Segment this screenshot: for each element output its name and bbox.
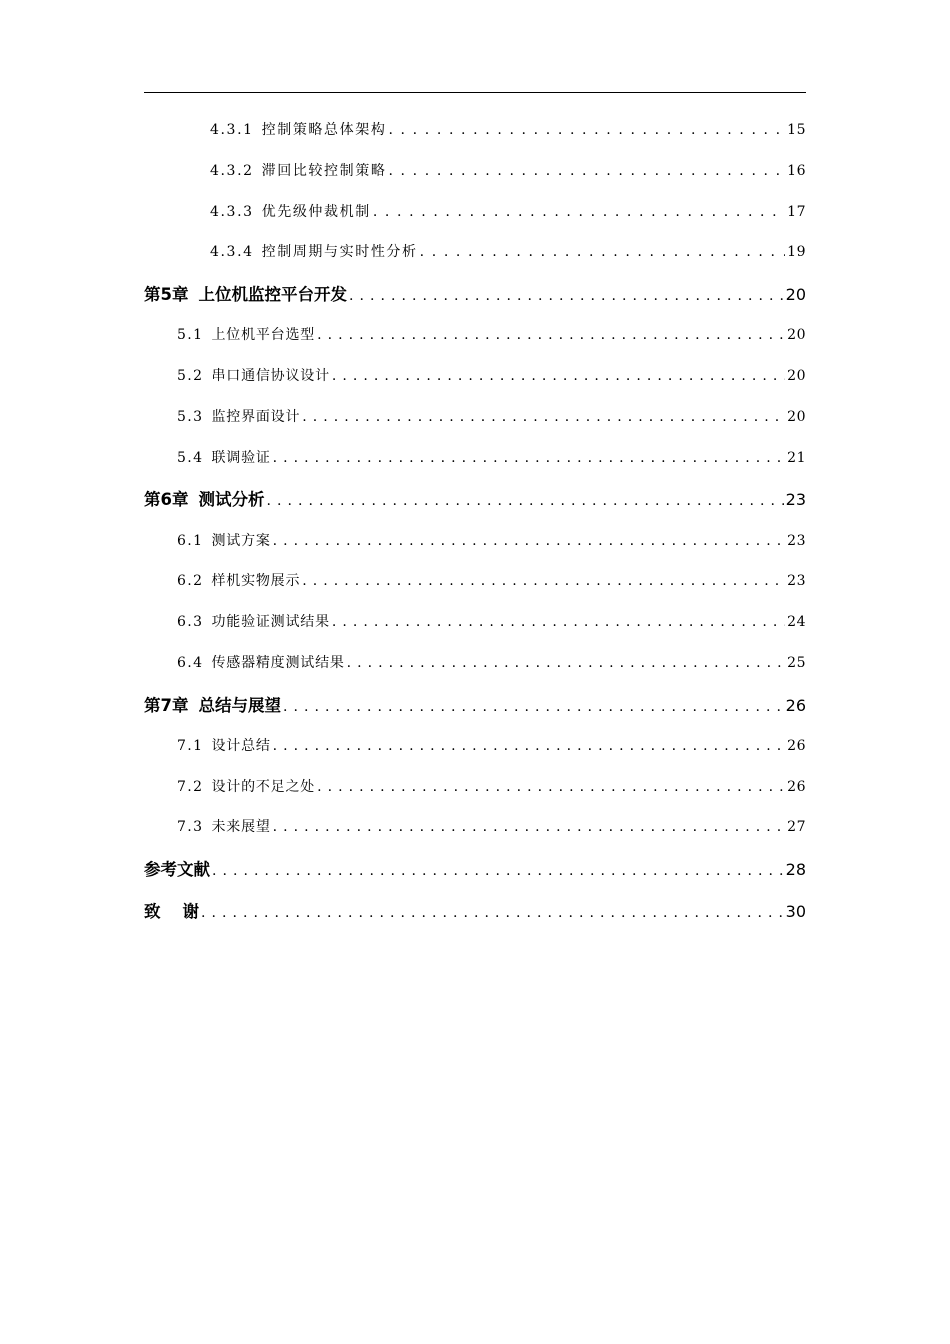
toc-entry-number: 5.2 <box>177 368 204 384</box>
toc-entry-number: 7.3 <box>177 819 204 835</box>
toc-entry-page: 20 <box>787 409 806 425</box>
toc-entry-7-1[interactable] <box>177 735 806 755</box>
toc-entry-title: 样机实物展示 <box>211 573 301 589</box>
toc-dot-leader <box>273 738 786 754</box>
toc-chapter-title-part-b: 谢 <box>182 902 199 921</box>
toc-entry-7-3[interactable] <box>177 816 806 836</box>
toc-entry-title: 监控界面设计 <box>211 409 301 425</box>
toc-entry-number: 6.2 <box>177 573 204 589</box>
toc-entry-page: 26 <box>785 696 806 715</box>
toc-entry-title: 优先级仲裁机制 <box>261 204 371 220</box>
toc-dot-leader <box>273 533 786 549</box>
toc-entry-title: 设计的不足之处 <box>211 779 316 795</box>
toc-entry-title: 未来展望 <box>211 819 271 835</box>
toc-entry-number: 4.3.4 <box>210 244 254 260</box>
toc-entry-title: 上位机平台选型 <box>211 327 316 343</box>
toc-dot-leader <box>347 655 786 671</box>
toc-entry-7-2[interactable] <box>177 776 806 796</box>
toc-entry-number: 4.3.2 <box>210 163 254 179</box>
toc-entry-6-4[interactable] <box>177 652 806 672</box>
toc-dot-leader <box>283 699 784 715</box>
toc-entry-page: 20 <box>787 327 806 343</box>
toc-dot-leader <box>349 288 784 304</box>
toc-dot-leader <box>302 409 785 425</box>
toc-entry-page: 26 <box>787 779 806 795</box>
toc-chapter-title-part-a: 致 <box>144 902 161 921</box>
toc-entry-title: 测试方案 <box>211 533 271 549</box>
toc-dot-leader <box>332 614 785 630</box>
toc-chapter-title: 测试分析 <box>198 490 265 509</box>
toc-chapter-6[interactable] <box>144 486 806 510</box>
toc-entry-page: 28 <box>785 860 806 879</box>
toc-entry-number: 4.3.3 <box>210 204 254 220</box>
toc-entry-number: 6.4 <box>177 655 204 671</box>
toc-entry-title: 联调验证 <box>211 450 271 466</box>
toc-entry-page: 25 <box>787 655 806 671</box>
toc-entry-5-1[interactable] <box>177 324 806 344</box>
toc-entry-4-3-3[interactable] <box>210 201 806 221</box>
toc-dot-leader <box>373 204 785 220</box>
toc-chapter-title: 上位机监控平台开发 <box>198 285 347 304</box>
toc-chapter-7[interactable] <box>144 692 806 716</box>
toc-entry-number: 6.3 <box>177 614 204 630</box>
toc-dot-leader <box>332 368 785 384</box>
toc-dot-leader <box>317 779 785 795</box>
toc-entry-title: 功能验证测试结果 <box>211 614 330 630</box>
toc-entry-page: 21 <box>787 450 806 466</box>
toc-entry-page: 20 <box>785 285 806 304</box>
toc-entry-number: 5.1 <box>177 327 204 343</box>
toc-entry-6-1[interactable] <box>177 530 806 550</box>
toc-entry-6-3[interactable] <box>177 611 806 631</box>
toc-entry-page: 27 <box>787 819 806 835</box>
toc-entry-number: 5.3 <box>177 409 204 425</box>
toc-entry-4-3-2[interactable] <box>210 160 806 180</box>
toc-entry-page: 24 <box>787 614 806 630</box>
toc-entry-title: 控制周期与实时性分析 <box>261 244 418 260</box>
toc-entry-number: 6.1 <box>177 533 204 549</box>
toc-chapter-title: 总结与展望 <box>198 696 281 715</box>
toc-entry-page: 23 <box>785 490 806 509</box>
toc-entry-5-3[interactable] <box>177 406 806 426</box>
toc-dot-leader <box>266 493 783 509</box>
toc-entry-page: 19 <box>787 244 806 260</box>
toc-entry-5-4[interactable] <box>177 447 806 467</box>
toc-entry-number: 5.4 <box>177 450 204 466</box>
toc-dot-leader <box>317 327 785 343</box>
toc-entry-page: 26 <box>787 738 806 754</box>
toc-entry-title: 传感器精度测试结果 <box>211 655 345 671</box>
toc-acknowledgements[interactable] <box>144 898 806 922</box>
toc-dot-leader <box>388 163 785 179</box>
toc-entry-number: 7.1 <box>177 738 204 754</box>
toc-entry-page: 17 <box>787 204 806 220</box>
toc-chapter-number: 第7章 <box>144 696 189 715</box>
toc-entry-number: 7.2 <box>177 779 204 795</box>
toc-entry-title: 滞回比较控制策略 <box>261 163 387 179</box>
toc-dot-leader <box>201 905 784 921</box>
toc-dot-leader <box>273 450 786 466</box>
toc-dot-leader <box>273 819 786 835</box>
toc-entry-page: 23 <box>787 573 806 589</box>
toc-chapter-number: 第6章 <box>144 490 189 509</box>
toc-chapter-number: 第5章 <box>144 285 189 304</box>
header-rule <box>144 92 806 93</box>
toc-entry-page: 20 <box>787 368 806 384</box>
toc-entry-6-2[interactable] <box>177 570 806 590</box>
toc-dot-leader <box>212 863 784 879</box>
toc-dot-leader <box>420 244 786 260</box>
toc-entry-5-2[interactable] <box>177 365 806 385</box>
toc-dot-leader <box>388 122 785 138</box>
toc-dot-leader <box>302 573 785 589</box>
toc-entry-title: 控制策略总体架构 <box>261 122 387 138</box>
toc-references[interactable] <box>144 856 806 880</box>
toc-entry-page: 15 <box>787 122 806 138</box>
toc-entry-4-3-4[interactable] <box>210 241 806 261</box>
toc-entry-page: 23 <box>787 533 806 549</box>
toc-entry-title: 串口通信协议设计 <box>211 368 330 384</box>
toc-entry-4-3-1[interactable] <box>210 119 806 139</box>
toc-chapter-5[interactable] <box>144 281 806 305</box>
toc-entry-page: 16 <box>787 163 806 179</box>
toc-entry-number: 4.3.1 <box>210 122 254 138</box>
toc-chapter-title: 参考文献 <box>144 860 210 879</box>
toc-entry-title: 设计总结 <box>211 738 271 754</box>
toc-entry-page: 30 <box>785 902 806 921</box>
